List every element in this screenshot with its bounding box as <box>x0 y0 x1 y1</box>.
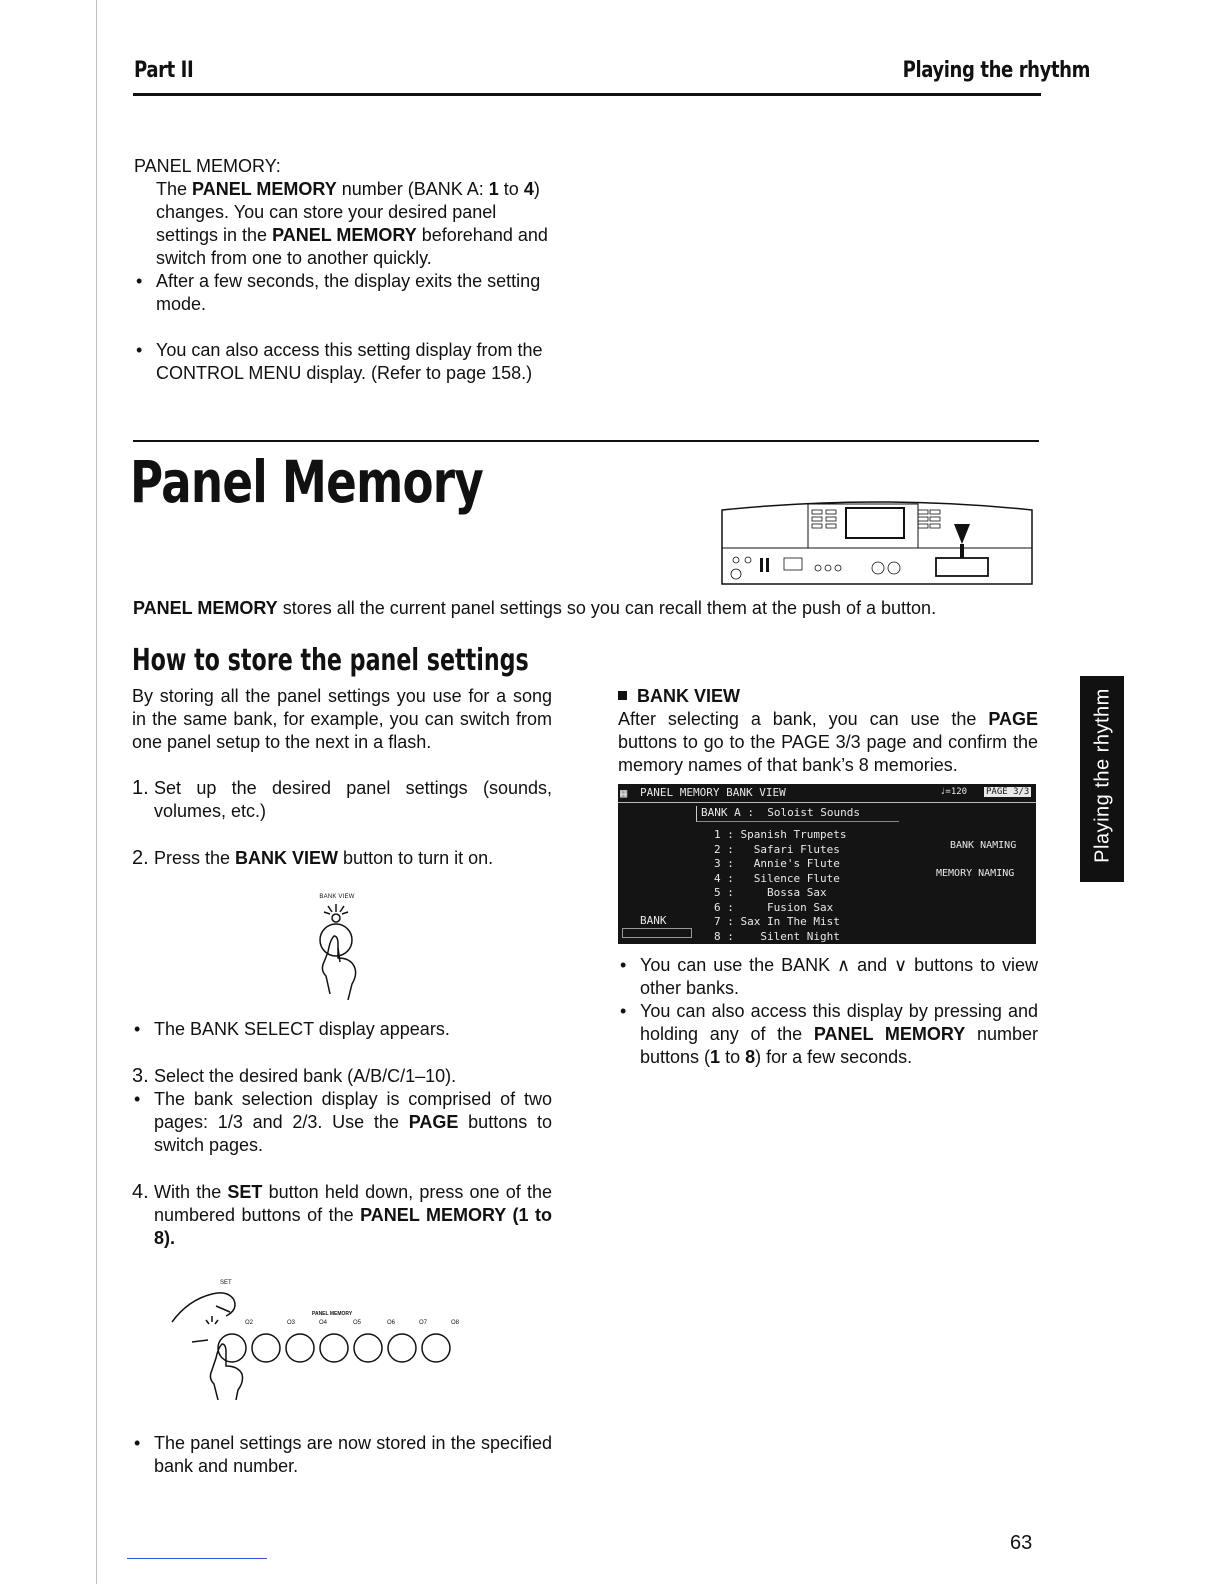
lcd-bank-slider <box>622 928 692 938</box>
panel-memory-press-illustration <box>168 1286 478 1404</box>
set-label: SET <box>220 1280 232 1286</box>
text: ) changes. You can store your desired panel settings in the <box>156 179 540 245</box>
binding-line <box>96 0 97 1584</box>
text-bold: PAGE <box>408 1112 459 1132</box>
text-bold: PANEL MEMORY <box>133 598 278 618</box>
text: You can also access this display by pressing and holding any of the <box>640 1001 1038 1044</box>
panel-memory-icon: ▦ <box>620 786 628 800</box>
text: beforehand and switch from one to another quickly. <box>156 225 548 268</box>
text-bold: 1 <box>710 1047 721 1067</box>
intro-bullet-1: • After a few seconds, the display exits the setting mode. <box>134 270 554 316</box>
bankview-bullet-1: • You can use the BANK ∧ and ∨ buttons to view other banks. <box>618 954 1038 1000</box>
lcd-memory-item: 8 : Silent Night <box>714 929 840 943</box>
lcd-memory-item: 1 : Spanish Trumpets <box>714 828 847 841</box>
text: number (BANK A: <box>336 179 489 199</box>
bankview-text <box>618 708 1038 777</box>
lcd-memory-list <box>714 828 846 944</box>
text: buttons to go to the PAGE 3/3 page and confirm the memory names of that bank’s 8 memories. <box>618 732 1038 775</box>
intro-description <box>134 178 554 270</box>
howto-title: How to store the panel settings <box>132 643 529 678</box>
lcd-memory-item: 6 : Fusion Sax <box>714 900 834 914</box>
text: The <box>156 179 193 199</box>
keyboard-panel-illustration <box>718 492 1036 586</box>
button-number: O3 <box>287 1320 296 1326</box>
lcd-memory-item: 4 : Silence Flute <box>714 871 840 885</box>
intro-bullet-2: • You can also access this setting display from the CONTROL MENU display. (Refer to page 158.) <box>134 339 554 385</box>
page-number: 63 <box>1010 1532 1033 1554</box>
lcd-bank-line <box>696 806 899 822</box>
text-bold: 1 <box>518 1205 529 1225</box>
text-bold: PANEL MEMORY <box>192 179 337 199</box>
text-bold: 1 <box>488 179 499 199</box>
bank-view-button-label: BANK VIEW <box>319 894 355 900</box>
button-number: O5 <box>353 1320 362 1326</box>
section-rule <box>133 440 1039 442</box>
heading-text: BANK VIEW <box>637 686 740 706</box>
button-number: O8 <box>451 1320 460 1326</box>
bank-view-press-illustration <box>306 900 370 1004</box>
step-number: 4. <box>132 1181 149 1203</box>
bank-naming-button[interactable]: BANK NAMING <box>950 840 1017 851</box>
step-3 <box>132 1065 552 1088</box>
text-bold: PANEL MEMORY <box>272 225 417 245</box>
bank-view-lcd-screen <box>618 784 1036 944</box>
text-bold: PANEL MEMORY <box>360 1205 506 1225</box>
text-bold: PAGE <box>988 709 1038 729</box>
button-number: O7 <box>419 1320 428 1326</box>
step-text: Set up the desired panel settings (sounds, volumes, etc.) <box>154 778 552 821</box>
step-4 <box>132 1181 552 1250</box>
footer-line <box>127 1558 267 1559</box>
lcd-memory-item: 3 : Annie's Flute <box>714 857 840 870</box>
button-number: O4 <box>319 1320 328 1326</box>
final-bullet: • The panel settings are now stored in the specified bank and number. <box>132 1432 552 1478</box>
bankview-bullets <box>618 954 1038 1069</box>
text: stores all the current panel settings so you can recall them at the push of a button. <box>277 598 937 618</box>
section-title: Panel Memory <box>130 448 483 516</box>
lcd-memory-item: 2 : Safari Flutes <box>714 842 840 856</box>
bankview-bullet-2 <box>618 1000 1038 1069</box>
button-number: O2 <box>245 1320 254 1326</box>
step-number: 1. <box>132 777 149 799</box>
text: button held down, press one of the numbered buttons of the <box>154 1182 552 1225</box>
text: The bank selection display is comprised of two pages: 1/3 and 2/3. Use the <box>154 1089 552 1132</box>
text: With the <box>154 1182 228 1202</box>
lcd-tempo: ♩=120 <box>940 787 968 797</box>
memory-naming-button[interactable]: MEMORY NAMING <box>936 868 1015 879</box>
header-section: Playing the rhythm <box>902 58 1090 83</box>
howto-left-column <box>132 685 552 870</box>
side-tab <box>1080 676 1124 882</box>
lcd-page-indicator: PAGE 3/3 <box>986 787 1030 797</box>
howto-intro: By storing all the panel settings you use for a song in the same bank, for example, you can switch from one panel setup to the next in a flash. <box>132 686 552 752</box>
section-lead <box>133 598 1053 619</box>
text: button to turn it on. <box>338 848 494 868</box>
square-bullet-icon <box>618 691 627 700</box>
lcd-title: PANEL MEMORY BANK VIEW <box>640 786 786 799</box>
bank-select-bullet: • The BANK SELECT display appears. <box>132 1018 552 1041</box>
header-part: Part II <box>134 58 194 83</box>
side-tab-label: Playing the rhythm <box>1091 688 1114 863</box>
text-bold: ( <box>506 1205 519 1225</box>
text-bold: to <box>528 1205 553 1225</box>
text: to <box>498 179 524 199</box>
step-1 <box>132 777 552 823</box>
final-bullet-block <box>132 1432 552 1478</box>
lcd-title-bar <box>618 784 1036 803</box>
howto-left-column-2 <box>132 1018 552 1250</box>
text: Press the <box>154 848 236 868</box>
text-bold: 8 <box>154 1228 165 1248</box>
text: After selecting a bank, you can use the <box>618 709 989 729</box>
step-number: 2. <box>132 847 149 869</box>
step-text: Select the desired bank (A/B/C/1–10). <box>154 1066 457 1086</box>
button-number: O6 <box>387 1320 396 1326</box>
bank-line-text: BANK A : Soloist Sounds <box>701 806 860 819</box>
text-bold: BANK VIEW <box>235 848 339 868</box>
text-bold: 8 <box>745 1047 756 1067</box>
bankview-heading <box>618 685 1038 708</box>
text: to <box>720 1047 746 1067</box>
lcd-memory-item: 5 : Bossa Sax <box>714 886 827 899</box>
text: number buttons ( <box>640 1024 1038 1067</box>
intro-heading: PANEL MEMORY: <box>134 156 281 176</box>
text-bold: 4 <box>523 179 534 199</box>
text-bold: SET <box>227 1182 263 1202</box>
step-2 <box>132 847 552 870</box>
intro-block <box>134 155 554 385</box>
lcd-bank-label: BANK <box>640 914 667 927</box>
panel-memory-label: PANEL MEMORY <box>312 1311 353 1317</box>
lcd-memory-item: 7 : Sax In The Mist <box>714 915 840 928</box>
header-rule <box>133 93 1041 96</box>
text: ) for a few seconds. <box>755 1047 913 1067</box>
step-number: 3. <box>132 1065 149 1087</box>
step-3-bullet <box>132 1088 552 1157</box>
text-bold: PANEL MEMORY <box>813 1024 966 1044</box>
text-bold: ). <box>164 1228 176 1248</box>
text: buttons to switch pages. <box>154 1112 552 1155</box>
bankview-block <box>618 685 1038 777</box>
